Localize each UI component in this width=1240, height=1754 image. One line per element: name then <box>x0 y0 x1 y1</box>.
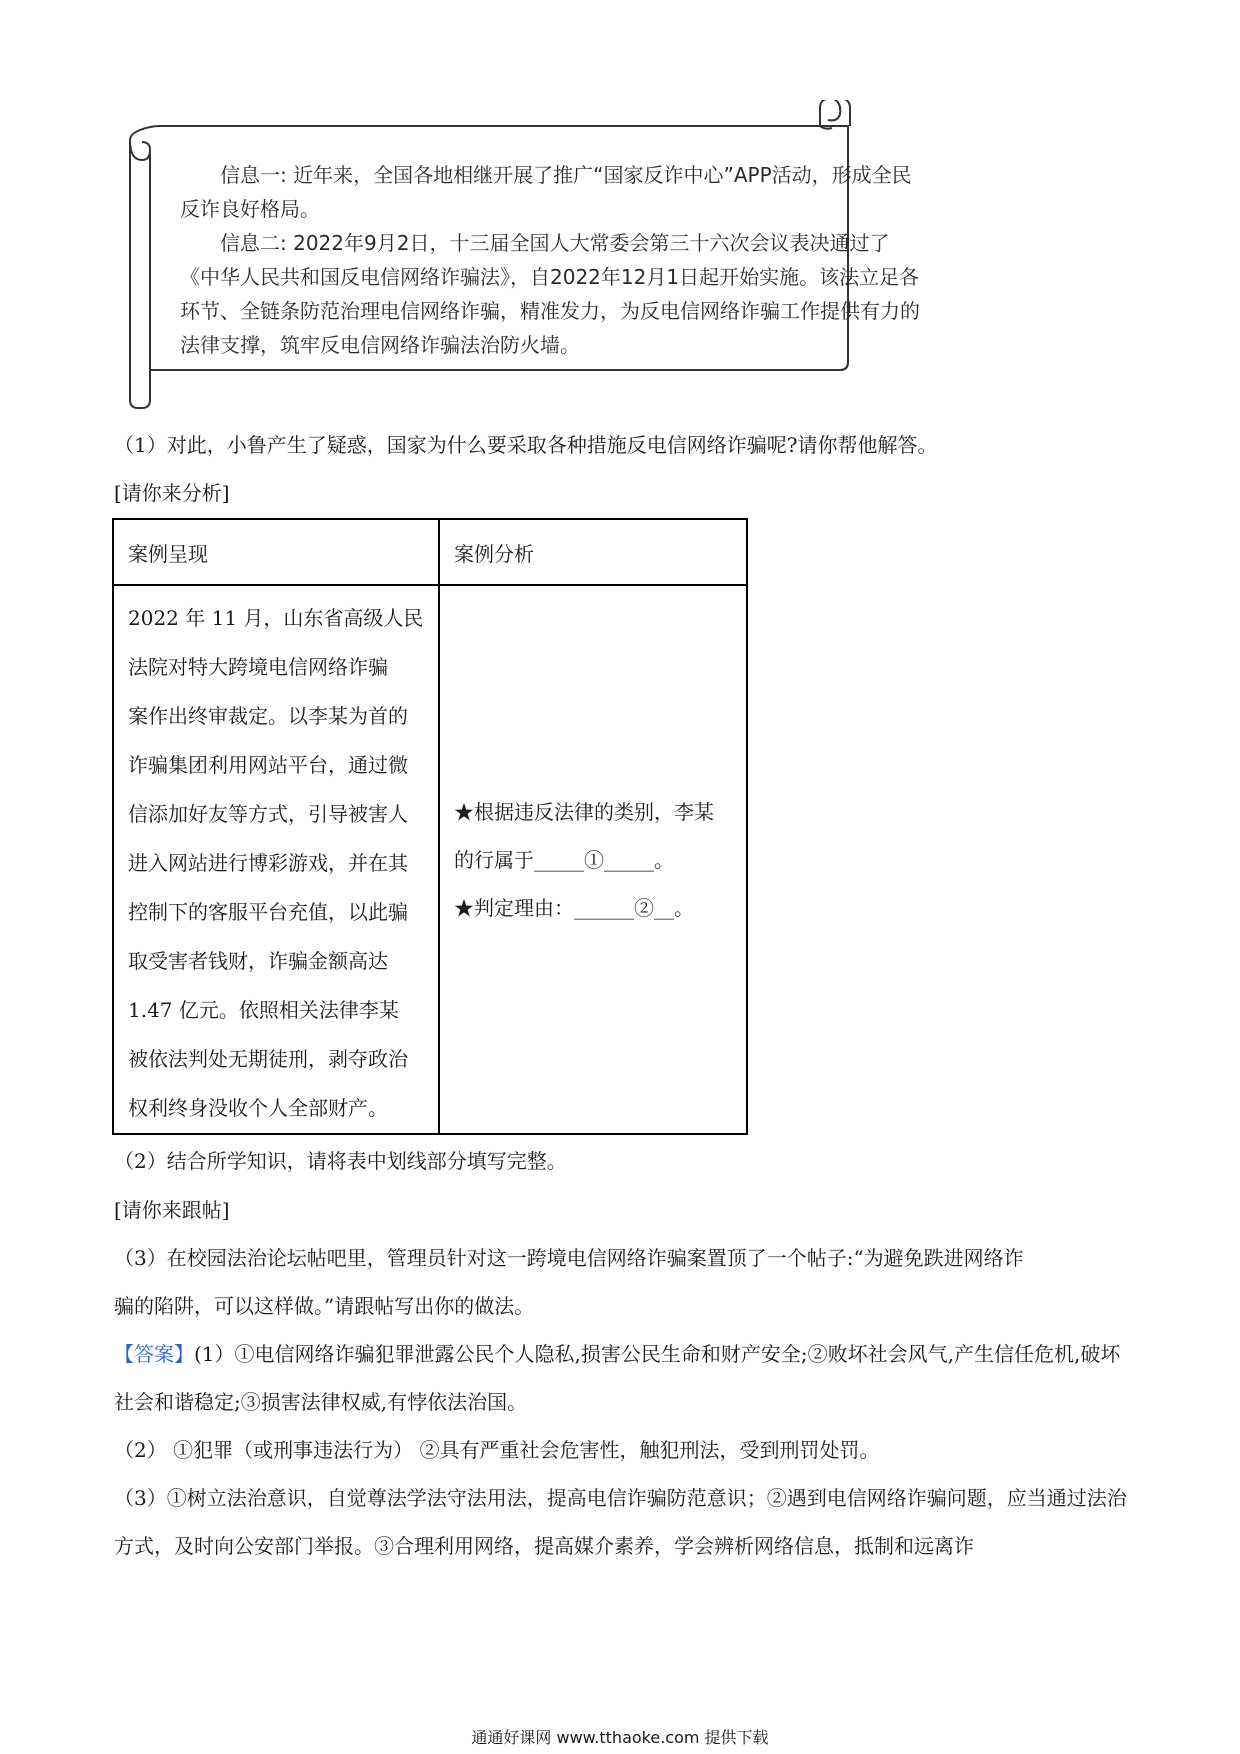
case-line: 控制下的客服平台充值，以此骗 <box>128 900 408 924</box>
analysis-blank-2: ★判定理由：______②__。 <box>454 895 694 920</box>
case-line: 法院对特大跨境电信网络诈骗 <box>128 655 388 679</box>
analysis-line: ★根据违反法律的类别，李某 <box>454 799 714 824</box>
answer-1-text: (1）①电信网络诈骗犯罪泄露公民个人隐私,损害公民生命和财产安全;②败坏社会风气,产生信任危机,破坏社会和谐稳定;③损害法律权威,有悖依法治国。 <box>114 1342 1121 1414</box>
section-follow: [请你来跟帖] <box>114 1198 230 1222</box>
info-one <box>180 158 920 226</box>
case-line: 1.47 亿元。依照相关法律李某 <box>128 998 399 1022</box>
case-line: 2022 年 11 月，山东省高级人民 <box>128 606 424 630</box>
info-one-label: 信息一: <box>220 163 287 187</box>
question-1: （1）对此，小鲁产生了疑惑，国家为什么要采取各种措施反电信网络诈骗呢?请你帮他解答。 <box>114 433 938 457</box>
info-two-label: 信息二: <box>220 231 287 255</box>
scroll-text <box>180 158 920 362</box>
case-table-body <box>113 585 747 1134</box>
question-3-line-1: （3）在校园法治论坛帖吧里，管理员针对这一跨境电信网络诈骗案置顶了一个帖子:“为避免跌进网络诈 <box>114 1246 1024 1270</box>
case-content <box>113 585 439 1134</box>
question-2: （2）结合所学知识，请将表中划线部分填写完整。 <box>114 1149 567 1173</box>
case-line: 案作出终审裁定。以李某为首的 <box>128 704 408 728</box>
info-two <box>180 226 920 362</box>
info-one-text: 近年来，全国各地相继开展了推广“国家反诈中心”APP活动，形成全民反诈良好格局。 <box>180 163 912 221</box>
page-footer: 通通好课网 www.tthaoke.com 提供下载 <box>471 1728 769 1747</box>
header-analysis: 案例分析 <box>439 519 747 585</box>
analysis-content <box>439 585 747 1134</box>
case-line: 被依法判处无期徒刑，剥夺政治 <box>128 1047 408 1071</box>
case-line: 进入网站进行博彩游戏，并在其 <box>128 851 408 875</box>
case-line: 取受害者钱财，诈骗金额高达 <box>128 949 388 973</box>
answer-3: （3）①树立法治意识，自觉尊法学法守法用法，提高电信诈骗防范意识；②遇到电信网络诈骗问题，应当通过法治方式，及时向公安部门举报。③合理利用网络，提高媒介素养，学会辨析网络信息，抵制和远离诈 <box>114 1486 1127 1558</box>
section-analyze: [请你来分析] <box>114 481 230 505</box>
analysis-blank-1: 的行属于_____①_____。 <box>454 847 674 872</box>
question-3-line-2: 骗的陷阱，可以这样做。”请跟帖写出你的做法。 <box>114 1294 535 1318</box>
case-table-header <box>113 519 747 585</box>
answer-tag: 【答案】 <box>114 1342 194 1366</box>
case-table <box>112 518 748 1135</box>
header-case: 案例呈现 <box>113 519 439 585</box>
case-line: 信添加好友等方式，引导被害人 <box>128 802 408 826</box>
answer-2: （2） ①犯罪（或刑事违法行为） ②具有严重社会危害性，触犯刑法，受到刑罚处罚。 <box>114 1438 880 1462</box>
info-two-text: 2022年9月2日，十三届全国人大常委会第三十六次会议表决通过了《中华人民共和国反电信网络诈骗法》，自2022年12月1日起开始实施。该法立足各环节、全链条防范治理电信网络诈骗，精准发力，为反电信网络诈骗工作提供有力的法律支撑，筑牢反电信网络诈骗法治防火墙。 <box>180 231 920 357</box>
info-scroll <box>120 100 960 412</box>
case-line: 诈骗集团利用网站平台，通过微 <box>128 753 408 777</box>
case-line: 权利终身没收个人全部财产。 <box>128 1096 388 1120</box>
answer-1 <box>114 1330 1134 1426</box>
